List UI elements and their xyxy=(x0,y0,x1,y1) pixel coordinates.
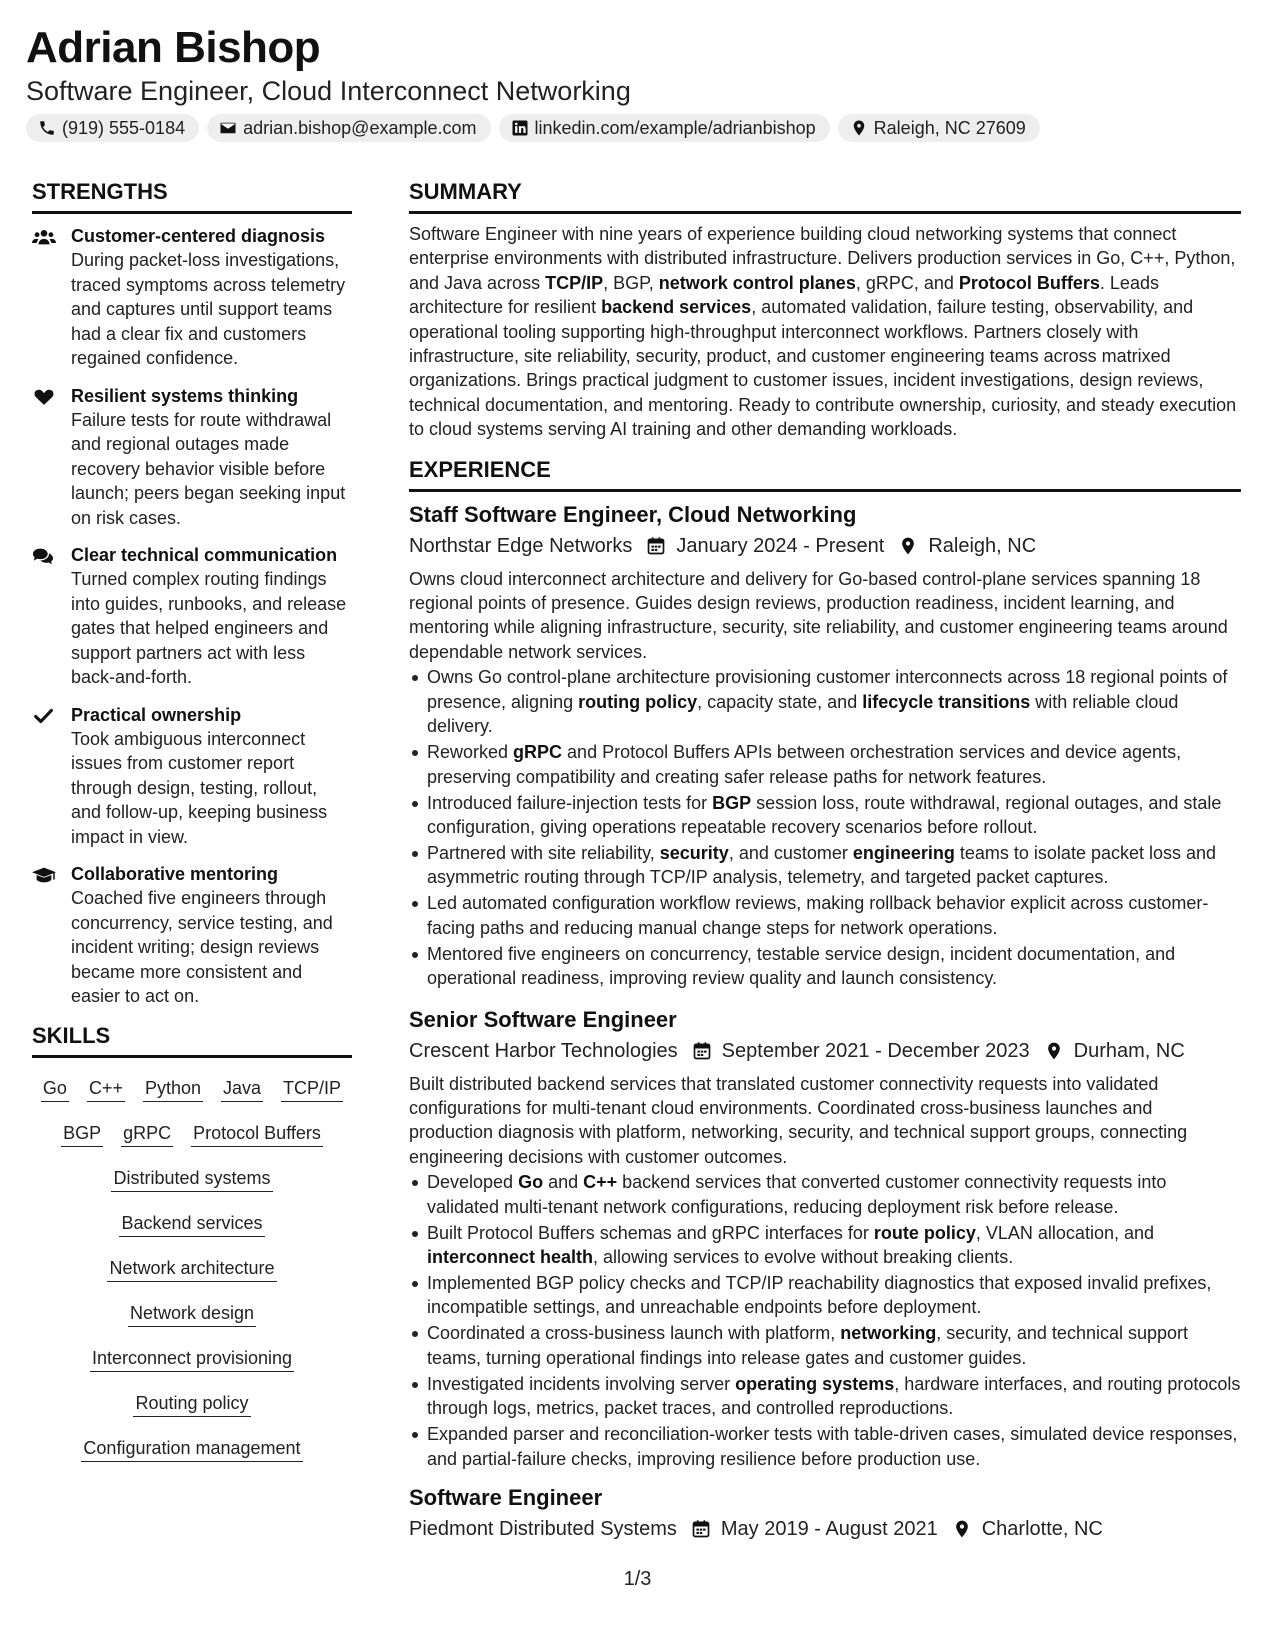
strengths-list xyxy=(32,224,352,1009)
contact-email[interactable] xyxy=(207,114,490,142)
summary-text: Software Engineer with nine years of experience building cloud networking systems that connect enterprise environments with distributed infrastructure. Delivers production services in Go, C++, Python, and Java across TCP/IP, BGP, network control planes, gRPC, and Protocol Buffers. Leads architecture for resilient backend services, automated validation, failure testing, observability, and operational tooling supporting high-throughput interconnect workflows. Partners closely with infrastructure, site reliability, security, product, and customer engineering teams across matrixed organizations. Brings practical judgment to customer issues, incident investigations, design reviews, technical documentation, and mentoring. Ready to contribute ownership, curiosity, and steady execution to cloud systems serving AI training and other demanding workloads. xyxy=(409,224,1237,440)
job-bullet: Led automated configuration workflow reviews, making rollback behavior explicit across customer-facing paths and reducing manual change steps for network operations. xyxy=(409,891,1241,940)
skill-tag: Routing policy xyxy=(32,1381,352,1426)
map-pin-icon xyxy=(850,119,868,137)
job-meta xyxy=(409,531,1241,561)
skill-tag: Python xyxy=(143,1066,203,1111)
skill-tag: TCP/IP xyxy=(281,1066,343,1111)
calendar-icon xyxy=(691,1519,711,1539)
job-dates: September 2021 - December 2023 xyxy=(721,1039,1030,1062)
job-bullet: Implemented BGP policy checks and TCP/IP reachability diagnostics that exposed invalid prefixes, incompatible settings, and unreachable endpoints before deployment. xyxy=(409,1271,1241,1320)
strength-title: Customer-centered diagnosis xyxy=(71,226,326,246)
strength-title: Resilient systems thinking xyxy=(71,385,299,406)
graduation-cap-icon xyxy=(32,866,56,884)
contact-bar xyxy=(26,114,1040,142)
strength-item xyxy=(32,703,352,850)
candidate-title: Software Engineer, Cloud Interconnect Networking xyxy=(26,76,631,106)
phone-icon xyxy=(38,119,56,137)
strength-item xyxy=(32,224,352,371)
strength-text: Took ambiguous interconnect issues from customer report through design, testing, rollout, and follow-up, keeping business impact in view. xyxy=(71,728,328,847)
skills-list xyxy=(32,1066,352,1471)
right-column xyxy=(409,178,1241,1544)
strengths-heading: STRENGTHS xyxy=(32,178,352,214)
job-meta xyxy=(409,1036,1241,1066)
job-description: Built distributed backend services that translated customer connectivity requests into validated configurations for multi-tenant cloud environments. Coordinated cross-business launches and production diagnosis with platform, networking, security, and technical support groups, connecting engineering decisions with customer outcomes. xyxy=(409,1073,1188,1167)
map-pin-icon xyxy=(1044,1041,1064,1061)
page-number: 1/3 xyxy=(623,1568,652,1590)
skill-tag: Network design xyxy=(32,1291,352,1336)
job-dates: May 2019 - August 2021 xyxy=(720,1518,938,1540)
skill-tag: Configuration management xyxy=(32,1426,352,1471)
calendar-icon xyxy=(692,1041,712,1061)
job-entry xyxy=(409,500,1241,991)
contact-location xyxy=(838,114,1040,142)
skill-tag: C++ xyxy=(87,1066,125,1111)
job-title: Senior Software Engineer xyxy=(409,1006,677,1032)
contact-email-text: adrian.bishop@example.com xyxy=(243,117,477,138)
strength-item xyxy=(32,384,352,531)
linkedin-icon xyxy=(511,119,529,137)
map-pin-icon xyxy=(952,1519,972,1539)
job-location: Raleigh, NC xyxy=(928,534,1037,557)
job-bullet: Owns Go control-plane architecture provisioning customer interconnects across 18 regional points of presence, aligning routing policy, capacity state, and lifecycle transitions with reliable cloud delivery. xyxy=(409,665,1241,738)
skill-tag: BGP xyxy=(61,1111,103,1156)
job-bullet: Partnered with site reliability, security, and customer engineering teams to isolate packet loss and asymmetric routing through TCP/IP analysis, telemetry, and targeted packet captures. xyxy=(409,841,1241,890)
job-company: Piedmont Distributed Systems xyxy=(409,1518,677,1540)
summary-heading: SUMMARY xyxy=(409,178,1241,214)
skill-tag: Distributed systems xyxy=(32,1156,352,1201)
job-bullet: Introduced failure-injection tests for BGP session loss, route withdrawal, regional outages, and stale configuration, giving operations repeatable recovery scenarios before rollout. xyxy=(409,791,1241,840)
skill-tag: Interconnect provisioning xyxy=(32,1336,352,1381)
job-bullets xyxy=(409,1170,1241,1471)
contact-phone[interactable] xyxy=(26,114,199,142)
job-title: Software Engineer xyxy=(409,1485,603,1510)
contact-phone-text: (919) 555-0184 xyxy=(62,117,186,138)
chat-bubbles-icon xyxy=(32,547,56,565)
skill-tag: Network architecture xyxy=(32,1246,352,1291)
job-bullet: Reworked gRPC and Protocol Buffers APIs between orchestration services and device agents, preserving compatibility and creating safer release paths for network features. xyxy=(409,740,1241,789)
skills-heading: SKILLS xyxy=(32,1022,352,1058)
job-bullet: Coordinated a cross-business launch with platform, networking, security, and technical support teams, turning operational findings into release gates and customer guides. xyxy=(409,1321,1241,1370)
contact-location-text: Raleigh, NC 27609 xyxy=(873,117,1026,138)
job-bullet: Built Protocol Buffers schemas and gRPC interfaces for route policy, VLAN allocation, and interconnect health, allowing services to evolve without breaking clients. xyxy=(409,1221,1241,1270)
strength-text: During packet-loss investigations, traced symptoms across telemetry and captures until support teams had a clear fix and customers regained confidence. xyxy=(71,250,346,368)
heart-icon xyxy=(32,388,56,406)
job-company: Northstar Edge Networks xyxy=(409,534,633,557)
job-dates: January 2024 - Present xyxy=(676,534,885,557)
job-location: Durham, NC xyxy=(1073,1039,1185,1062)
job-location: Charlotte, NC xyxy=(981,1518,1103,1540)
strength-text: Turned complex routing findings into guides, runbooks, and release gates that helped engineers and support partners act with less back-and-forth. xyxy=(71,569,347,687)
skill-tag: Go xyxy=(41,1066,69,1111)
job-bullet: Investigated incidents involving server operating systems, hardware interfaces, and routing protocols through logs, metrics, packet traces, and controlled reproductions. xyxy=(409,1372,1241,1421)
contact-linkedin-text: linkedin.com/example/adrianbishop xyxy=(534,117,816,138)
job-entry xyxy=(409,1005,1241,1471)
skill-tag: gRPC xyxy=(121,1111,173,1156)
skill-tag: Backend services xyxy=(32,1201,352,1246)
job-meta xyxy=(409,1514,1241,1544)
strength-title: Clear technical communication xyxy=(71,545,338,565)
envelope-icon xyxy=(219,119,237,137)
job-entry xyxy=(409,1483,1241,1544)
strength-text: Failure tests for route withdrawal and regional outages made recovery behavior visible before launch; peers began seeking input on risk cases. xyxy=(71,409,346,528)
job-bullet: Expanded parser and reconciliation-worker tests with table-driven cases, simulated device responses, and partial-failure checks, improving resilience before production use. xyxy=(409,1422,1241,1471)
job-title: Staff Software Engineer, Cloud Networking xyxy=(409,501,857,527)
users-icon xyxy=(32,228,56,246)
map-pin-icon xyxy=(898,536,918,556)
check-icon xyxy=(32,707,56,725)
strength-title: Practical ownership xyxy=(71,704,242,725)
left-column xyxy=(32,178,352,1471)
job-company: Crescent Harbor Technologies xyxy=(409,1039,678,1062)
job-bullet: Developed Go and C++ backend services that converted customer connectivity requests into validated multi-tenant network configurations, reducing deployment risk before release. xyxy=(409,1170,1241,1219)
job-bullets xyxy=(409,665,1241,990)
job-description: Owns cloud interconnect architecture and delivery for Go-based control-plane services spanning 18 regional points of presence. Guides design reviews, production readiness, incident learning, and mentoring while aligning infrastructure, security, site reliability, and customer engineering teams around dependable network services. xyxy=(409,568,1228,662)
skill-tag: Protocol Buffers xyxy=(191,1111,323,1156)
strength-text: Coached five engineers through concurrency, service testing, and incident writing; design reviews became more consistent and easier to act on. xyxy=(71,888,333,1006)
job-bullet: Mentored five engineers on concurrency, testable service design, incident documentation, and operational readiness, improving review quality and launch consistency. xyxy=(409,942,1241,991)
experience-heading: EXPERIENCE xyxy=(409,456,1241,492)
strength-item xyxy=(32,862,352,1009)
skill-tag: Java xyxy=(221,1066,263,1111)
calendar-icon xyxy=(646,536,666,556)
strength-item xyxy=(32,543,352,690)
strength-title: Collaborative mentoring xyxy=(71,864,279,884)
contact-linkedin[interactable] xyxy=(499,114,830,142)
candidate-name: Adrian Bishop xyxy=(26,23,321,72)
